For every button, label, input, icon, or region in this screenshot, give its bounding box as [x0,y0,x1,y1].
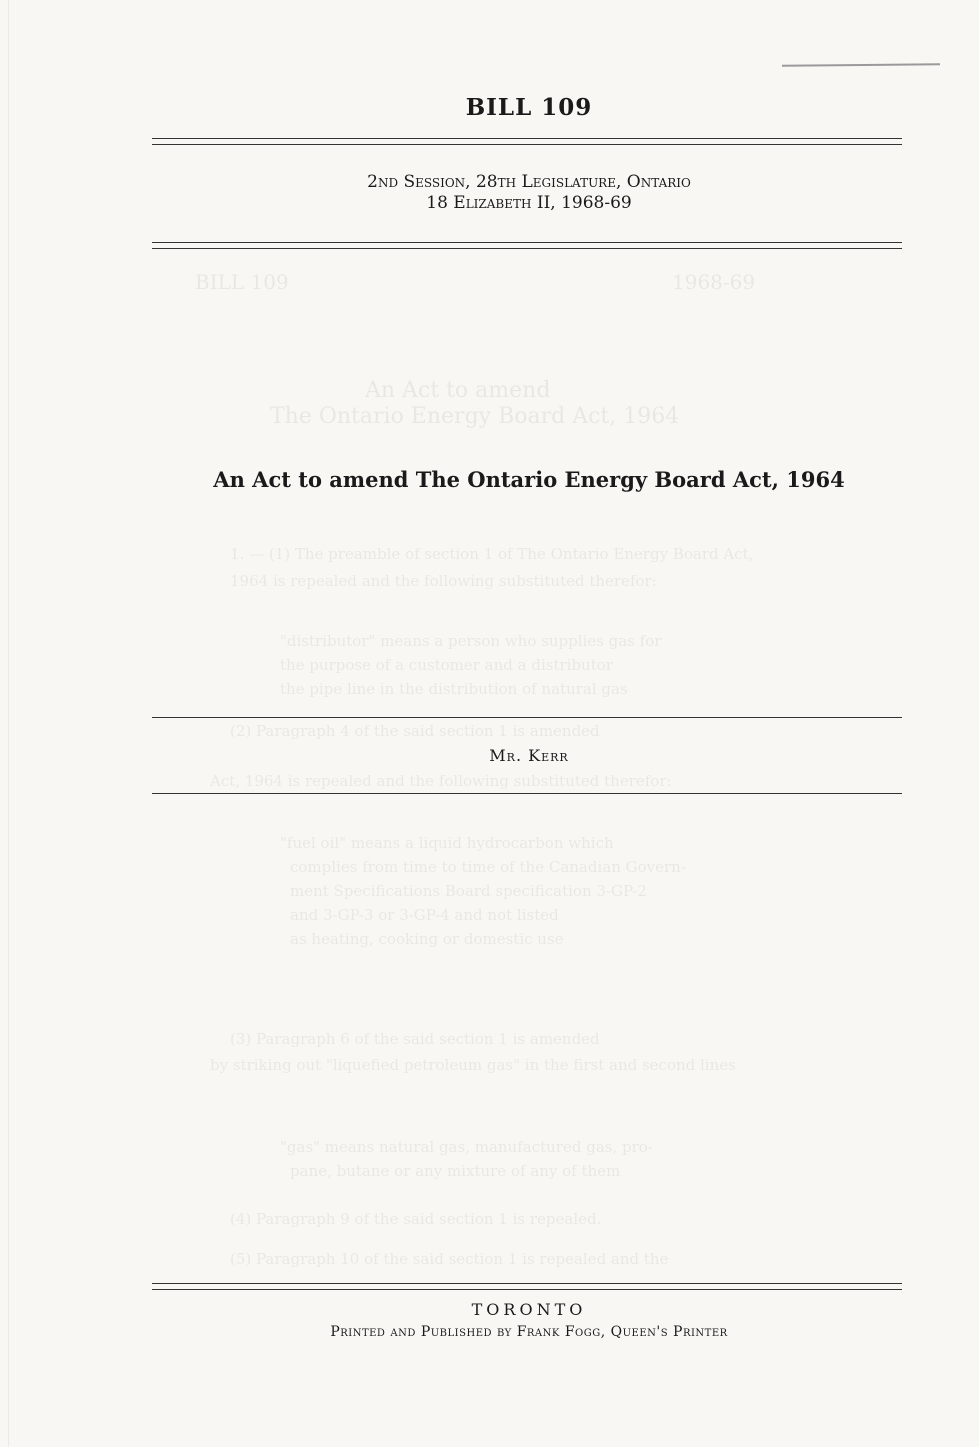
show-through-text: complies from time to time of the Canadian Govern- [290,858,686,876]
show-through-text: the pipe line in the distribution of natural gas [280,680,628,698]
show-through-text: (3) Paragraph 6 of the said section 1 is amended [230,1030,600,1048]
annotation-underline [782,63,940,66]
bill-number: BILL 109 [465,94,593,121]
rule-footer [152,1283,902,1290]
show-through-text: "fuel oil" means a liquid hydrocarbon which [280,834,614,852]
show-through-text: 1964 is repealed and the following substituted therefor: [230,572,657,590]
show-through-text: (2) Paragraph 4 of the said section 1 is amended [230,722,600,740]
publication-city: TORONTO [471,1300,587,1319]
show-through-text: 1968-69 [672,270,756,294]
rule-above-member [152,717,902,718]
act-title: An Act to amend The Ontario Energy Board Act, 1964 [213,467,845,492]
show-through-text: The Ontario Energy Board Act, 1964 [270,404,680,429]
rule-top-2 [152,242,902,249]
show-through-text: ment Specifications Board specification 3-GP-2 [290,882,647,900]
show-through-text: the purpose of a customer and a distributor [280,656,613,674]
show-through-text: (4) Paragraph 9 of the said section 1 is repealed. [230,1210,602,1228]
printer-credit: Printed and Published by Frank Fogg, Queen's Printer [330,1324,728,1340]
show-through-text: An Act to amend [365,378,551,403]
show-through-text: and 3-GP-3 or 3-GP-4 and not listed [290,906,559,924]
rule-below-member [152,793,902,794]
member-name: Mr. Kerr [489,746,569,765]
session-line-1: 2nd Session, 28th Legislature, Ontario [367,172,691,192]
show-through-text: "gas" means natural gas, manufactured gas, pro- [280,1138,653,1156]
session-info [0,172,979,214]
show-through-text: as heating, cooking or domestic use [290,930,564,948]
session-line-2: 18 Elizabeth II, 1968-69 [426,193,632,213]
show-through-text: 1. — (1) The preamble of section 1 of The Ontario Energy Board Act, [230,545,754,563]
show-through-text: by striking out "liquefied petroleum gas" in the first and second lines [210,1056,736,1074]
show-through-text: (5) Paragraph 10 of the said section 1 is repealed and the [230,1250,669,1268]
show-through-text: pane, butane or any mixture of any of them [290,1162,621,1180]
show-through-text: Act, 1964 is repealed and the following substituted therefor: [210,772,672,790]
show-through-text: BILL 109 [195,270,289,294]
rule-top-1 [152,138,902,145]
show-through-text: "distributor" means a person who supplies gas for [280,632,662,650]
page-fold-shadow [8,0,9,1447]
